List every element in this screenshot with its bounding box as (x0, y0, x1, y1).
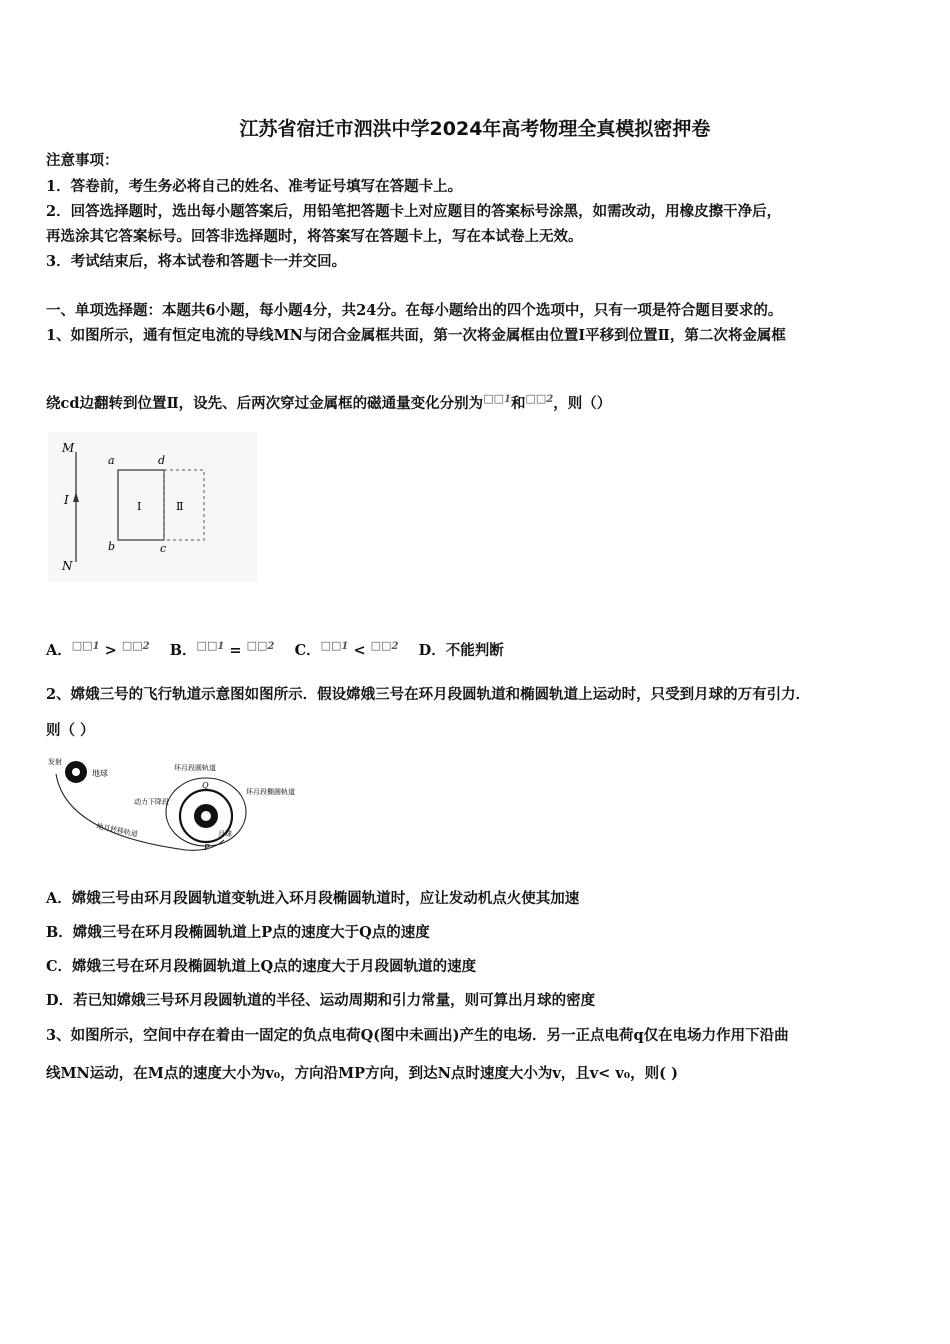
notice-heading: 注意事项： (46, 152, 119, 169)
label-c: c (160, 542, 167, 555)
q3-line2: 线MN运动，在M点的速度大小为v₀，方向沿MP方向，到达N点时速度大小为v，且v< v₀，则( ) (46, 1065, 678, 1082)
q2-option-b[interactable]: B．嫦娥三号在环月段椭圆轨道上P点的速度大于Q点的速度 (46, 924, 430, 941)
q2-figure (46, 754, 308, 856)
q2-line1: 2、嫦娥三号的飞行轨道示意图如图所示．假设嫦娥三号在环月段圆轨道和椭圆轨道上运动时，只受到月球的万有引力． (46, 686, 811, 703)
page-title: 江苏省宿迁市泗洪中学2024年高考物理全真模拟密押卷 (239, 118, 711, 140)
label-m: M (62, 441, 75, 455)
label-q: Q (202, 781, 209, 790)
q1-options (46, 637, 504, 660)
label-p: P (204, 843, 210, 852)
label-d: d (158, 454, 166, 467)
notice-item-2-cont: 再选涂其它答案标号。回答非选择题时，将答案写在答题卡上，写在本试卷上无效。 (46, 228, 583, 245)
q1-option-c[interactable]: C．$^{□□1}$ < $^{□□2}$ (294, 639, 399, 659)
q2-option-a[interactable]: A．嫦娥三号由环月段圆轨道变轨进入环月段椭圆轨道时，应让发动机点火使其加速 (46, 890, 580, 907)
label-transfer: 地月转移轨道 (95, 822, 139, 839)
q1-figure (48, 432, 258, 582)
label-b: b (108, 540, 116, 553)
q1-option-a[interactable]: A．$^{□□1}$ > $^{□□2}$ (46, 639, 150, 659)
phi-symbol-2: □□2 (525, 392, 554, 405)
label-earth: 地球 (92, 769, 108, 778)
q1-line1: 1、如图所示，通有恒定电流的导线MN与闭合金属框共面，第一次将金属框由位置Ⅰ平移到位置Ⅱ，第二次将金属框 (46, 327, 786, 344)
notice-item-2: 2．回答选择题时，选出每小题答案后，用铅笔把答题卡上对应题目的答案标号涂黑，如需改动，用橡皮擦干净后， (46, 203, 782, 220)
label-n: N (62, 559, 73, 573)
q1-line2: 绕cd边翻转到位置Ⅱ，设先、后两次穿过金属框的磁通量变化分别为$^{□□1}$和$^{□□2}$，则（） (46, 392, 612, 412)
label-powered-descent: 动力下降段 (134, 798, 169, 806)
label-circle-orbit: 环月段圆轨道 (174, 764, 216, 772)
label-ellipse-orbit: 环月段椭圆轨道 (246, 788, 295, 796)
label-a: a (108, 454, 115, 467)
q2-line2: 则（ ） (46, 722, 95, 739)
label-position-1: Ⅰ (137, 500, 142, 513)
notice-item-3: 3．考试结束后，将本试卷和答题卡一并交回。 (46, 253, 347, 270)
label-launch: 发射 (48, 758, 62, 766)
phi-symbol-1: □□1 (483, 392, 511, 405)
q1-option-d[interactable]: D．不能判断 (418, 641, 504, 659)
label-i: I (64, 493, 69, 507)
label-position-2: Ⅱ (176, 500, 184, 513)
q2-option-d[interactable]: D．若已知嫦娥三号环月段圆轨道的半径、运动周期和引力常量，则可算出月球的密度 (46, 992, 596, 1009)
section-heading: 一、单项选择题：本题共6小题，每小题4分，共24分。在每小题给出的四个选项中，只有一项是符合题目要求的。 (46, 302, 783, 319)
notice-item-1: 1．答卷前，考生务必将自己的姓名、准考证号填写在答题卡上。 (46, 178, 463, 195)
q2-option-c[interactable]: C．嫦娥三号在环月段椭圆轨道上Q点的速度大于月段圆轨道的速度 (46, 958, 477, 975)
q3-line1: 3、如图所示，空间中存在着由一固定的负点电荷Q(图中未画出)产生的电场．另一正点电荷q仅在电场力作用下沿曲 (46, 1027, 789, 1044)
q1-option-b[interactable]: B．$^{□□1}$ = $^{□□2}$ (169, 639, 275, 659)
label-moon: 月球 (218, 830, 232, 838)
